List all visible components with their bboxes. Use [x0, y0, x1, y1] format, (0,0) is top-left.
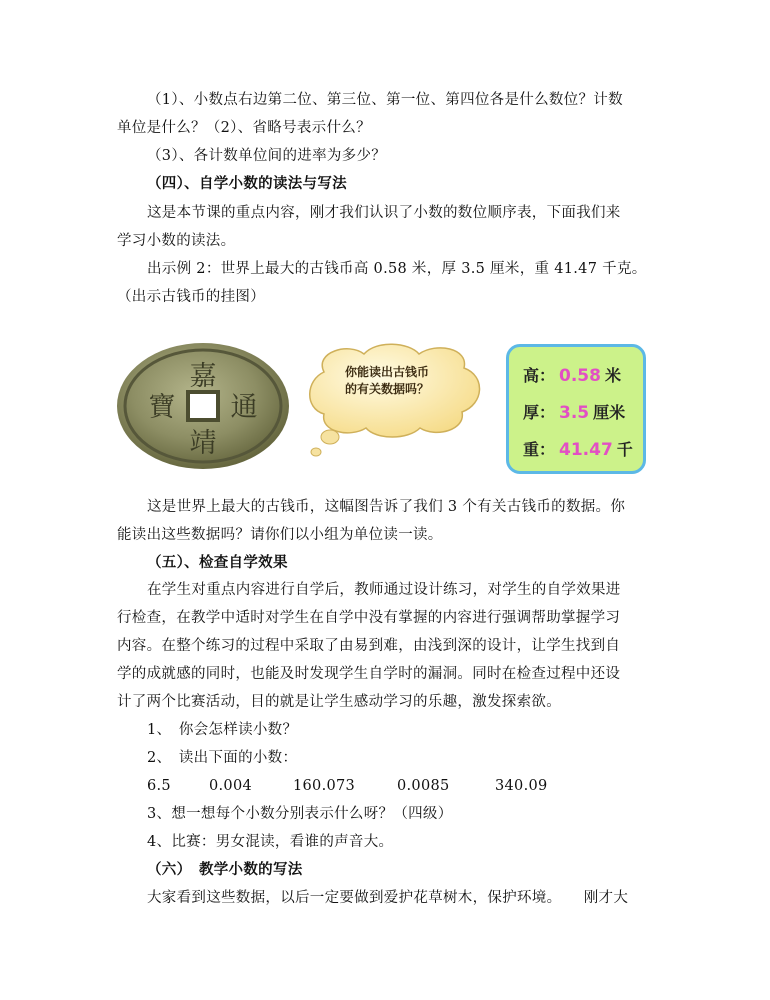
after-figure-line-1: 这是世界上最大的古钱币，这幅图告诉了我们 3 个有关古钱币的数据。你	[147, 499, 626, 515]
section-5-body-5: 计了两个比赛活动，目的就是让学生感动学习的乐趣，激发探索欲。	[117, 694, 561, 710]
section-5-body-3: 内容。在整个练习的过程中采取了由易到难，由浅到深的设计，让学生找到自	[117, 638, 621, 654]
height-unit: 米	[604, 366, 621, 385]
question-line-2: 单位是什么？（2）、省略号表示什么？	[117, 120, 371, 136]
exercise-item-2: 2、 读出下面的小数：	[147, 750, 298, 766]
bubble-line-1: 你能读出古钱币	[345, 365, 430, 379]
decimal-number: 0.004	[209, 778, 253, 794]
ancient-coin-image	[114, 340, 292, 472]
section-4-heading: （四）、自学小数的读法与写法	[147, 175, 347, 192]
decimal-list	[147, 776, 548, 796]
weight-value: 41.47	[559, 440, 613, 460]
example-line-2: （出示古钱币的挂图）	[117, 289, 265, 305]
coin-data-box	[506, 344, 646, 474]
coin-char-bottom: 靖	[189, 428, 217, 459]
bubble-text	[345, 364, 429, 398]
decimal-number: 6.5	[147, 778, 171, 794]
example-line-1: 出示例 2：世界上最大的古钱币高 0.58 米，厚 3.5 厘米，重 41.47 千克。	[147, 261, 647, 277]
exercise-item-3: 3、想一想每个小数分别表示什么呀？（四级）	[147, 806, 453, 822]
exercise-item-1: 1、 你会怎样读小数？	[147, 722, 298, 738]
question-line-3: （3）、各计数单位间的进率为多少？	[147, 148, 387, 164]
weight-row	[523, 437, 633, 460]
decimal-number: 0.0085	[397, 778, 450, 794]
thickness-unit: 厘米	[593, 403, 626, 422]
height-label: 高：	[523, 366, 556, 385]
thought-bubble	[304, 342, 490, 462]
section-4-intro-1: 这是本节课的重点内容，刚才我们认识了小数的数位顺序表，下面我们来	[147, 205, 621, 221]
section-5-body-2: 行检查，在教学中适时对学生在自学中没有掌握的内容进行强调帮助掌握学习	[117, 610, 621, 626]
decimal-number: 160.073	[293, 778, 356, 794]
height-value: 0.58	[559, 366, 601, 386]
thickness-value: 3.5	[559, 403, 590, 423]
thickness-row	[523, 400, 625, 423]
bubble-line-2: 的有关数据吗？	[345, 382, 430, 396]
section-6-line-1: 大家看到这些数据，以后一定要做到爱护花草树木，保护环境。 刚才大	[147, 890, 629, 906]
exercise-item-4: 4、比赛：男女混读，看谁的声音大。	[147, 834, 394, 850]
weight-unit: 千	[616, 440, 633, 459]
height-row	[523, 363, 621, 386]
section-5-body-4: 学的成就感的同时，也能及时发现学生自学时的漏洞。同时在检查过程中还设	[117, 666, 621, 682]
section-5-heading: （五）、检查自学效果	[147, 554, 288, 571]
decimal-number: 340.09	[495, 778, 548, 794]
section-4-intro-2: 学习小数的读法。	[117, 233, 236, 249]
coin-char-right: 通	[230, 392, 258, 423]
coin-char-left: 寶	[148, 392, 176, 423]
after-figure-line-2: 能读出这些数据吗？请你们以小组为单位读一读。	[117, 527, 443, 543]
question-line-1: （1）、小数点右边第二位、第三位、第一位、第四位各是什么数位？计数	[147, 92, 623, 108]
section-6-heading: （六） 教学小数的写法	[147, 861, 303, 878]
weight-label: 重：	[523, 440, 556, 459]
thickness-label: 厚：	[523, 403, 556, 422]
coin-char-top: 嘉	[189, 361, 217, 392]
section-5-body-1: 在学生对重点内容进行自学后，教师通过设计练习，对学生的自学效果进	[147, 582, 621, 598]
